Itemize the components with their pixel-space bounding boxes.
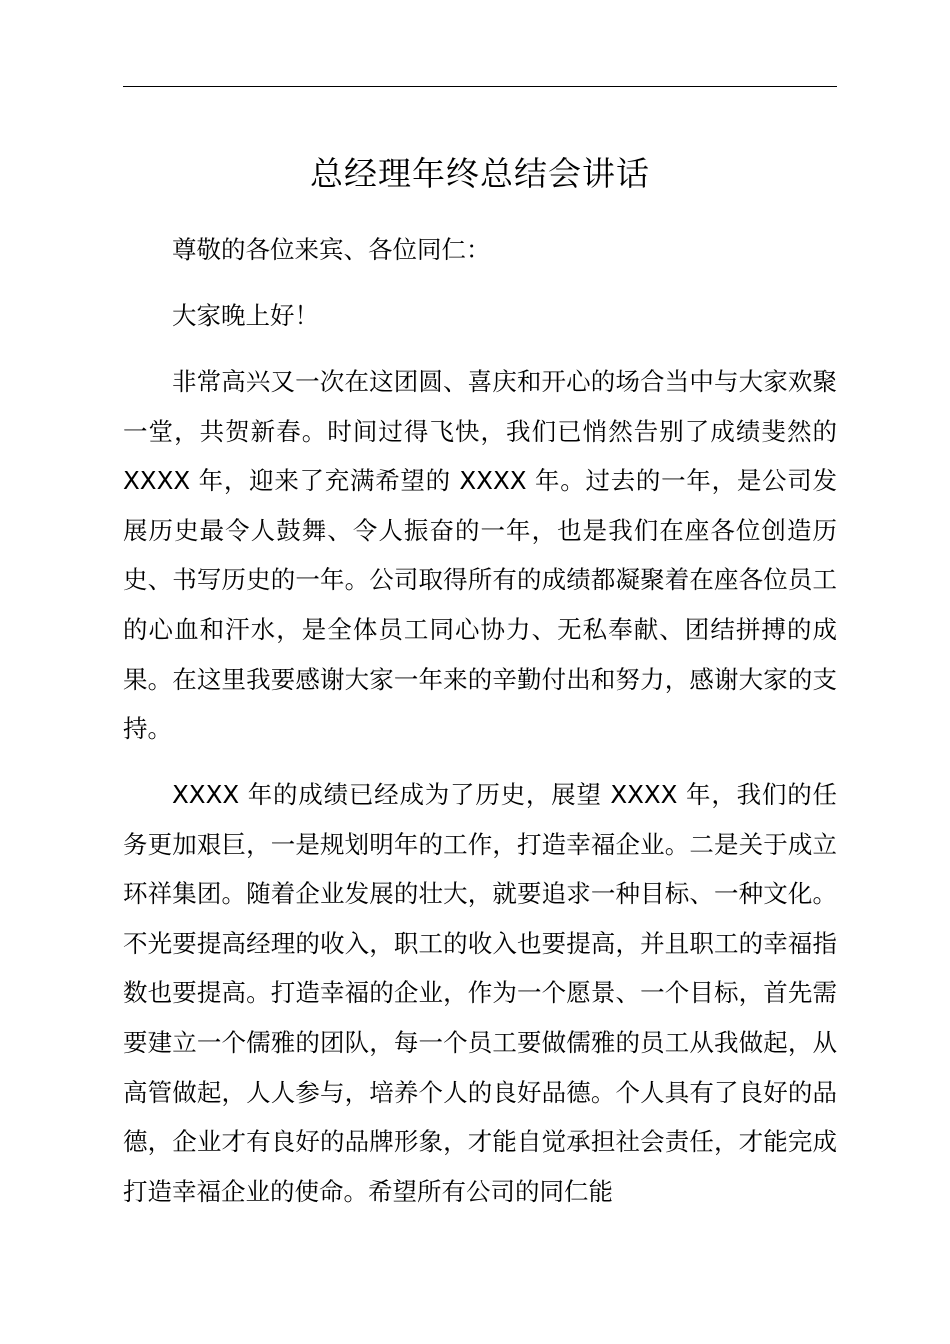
greeting: 大家晚上好！	[172, 301, 319, 330]
salutation: 尊敬的各位来宾、各位同仁：	[172, 235, 491, 264]
body-paragraph-1: 非常高兴又一次在这团圆、喜庆和开心的场合当中与大家欢聚一堂，共贺新春。时间过得飞快，我们已悄然告别了成绩斐然的 XXXX 年，迎来了充满希望的 XXXX 年。过去的一年，是公司发展历史最令人鼓舞、令人振奋的一年，也是我们在座各位创造历史、书写历史的一年。公司取得所有的成绩都凝聚着在座各位员工的心血和汗水，是全体员工同心协力、无私奉献、团结拼搏的成果。在这里我要感谢大家一年来的辛勤付出和努力，感谢大家的支持。	[123, 367, 837, 744]
document-title: 总经理年终总结会讲话	[310, 154, 650, 193]
body-paragraph-2: XXXX 年的成绩已经成为了历史，展望 XXXX 年，我们的任务更加艰巨，一是规划明年的工作，打造幸福企业。二是关于成立环祥集团。随着企业发展的壮大，就要追求一种目标、一种文化。不光要提高经理的收入，职工的收入也要提高，并且职工的幸福指数也要提高。打造幸福的企业，作为一个愿景、一个目标，首先需要建立一个儒雅的团队，每一个员工要做儒雅的员工从我做起，从高管做起，人人参与，培养个人的良好品德。个人具有了良好的品德，企业才有良好的品牌形象，才能自觉承担社会责任，才能完成打造幸福企业的使命。希望所有公司的同仁能	[123, 780, 837, 1206]
header-divider	[123, 86, 837, 87]
